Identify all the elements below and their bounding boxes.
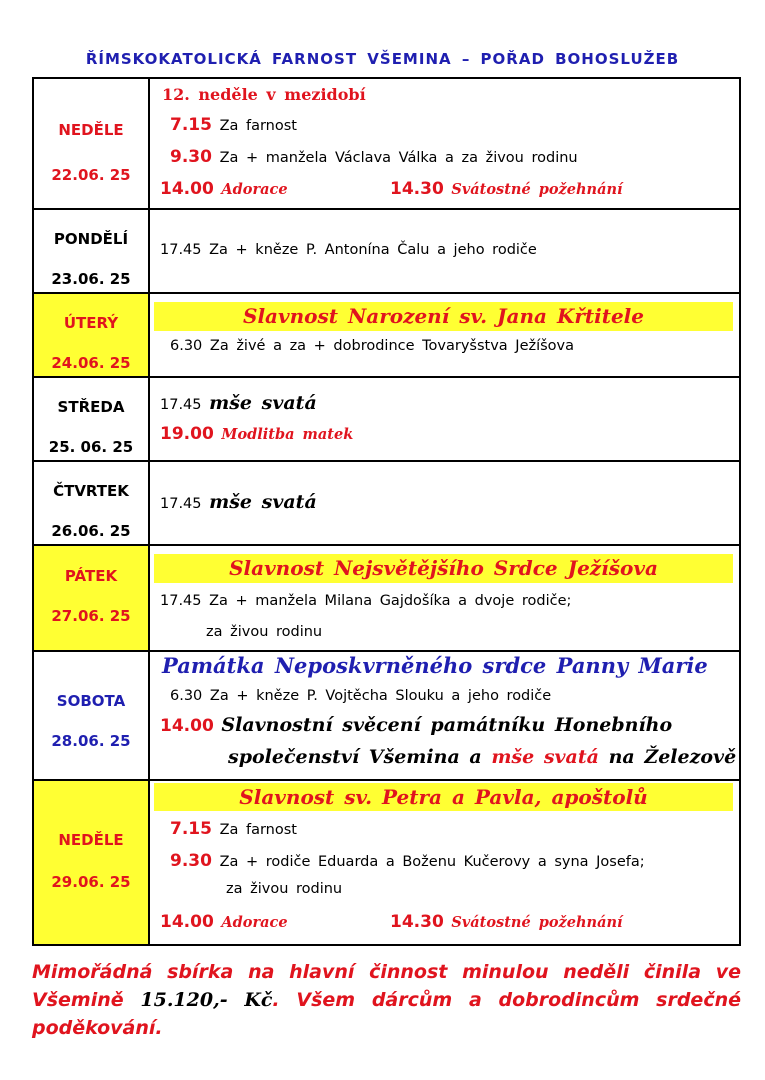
service-time: 9.30 (170, 147, 212, 167)
notice-text: Mimořádná sbírka na hlavní činnost minulou neděli činila ve Všemině (32, 961, 741, 1011)
day-cell (33, 377, 149, 461)
day-cell (33, 461, 149, 545)
service-time: 14.00 (160, 912, 214, 932)
day-name: PONDĚLÍ (53, 230, 129, 248)
service-line (170, 851, 645, 871)
day-name: NEDĚLE (58, 121, 124, 139)
service-time: 14.00 (160, 716, 214, 736)
service-line: 6.30 Za živé a za + dobrodince Tovaryšstva Ježíšova (170, 338, 575, 354)
service-line (160, 491, 317, 513)
service-text: společenství Všemina a (228, 746, 482, 768)
service-line (160, 424, 353, 444)
day-cell (33, 780, 149, 945)
row-sunday-2 (33, 780, 740, 945)
content-cell (149, 651, 740, 780)
day-date: 23.06. 25 (51, 270, 131, 288)
day-name: SOBOTA (56, 692, 126, 710)
day-date: 26.06. 25 (51, 522, 131, 540)
service-line (170, 115, 297, 135)
service-line: 17.45 Za + manžela Milana Gajdošíka a dvoje rodiče; (160, 593, 572, 609)
content-cell (149, 780, 740, 945)
row-thursday (33, 461, 740, 545)
memorial-heading: Památka Neposkvrněného srdce Panny Marie (162, 653, 708, 678)
service-line (390, 179, 623, 199)
row-sunday-1 (33, 78, 740, 209)
row-tuesday (33, 293, 740, 377)
service-time: 14.00 (160, 179, 214, 199)
service-line: za živou rodinu (226, 881, 343, 897)
service-line (170, 819, 297, 839)
day-date: 28.06. 25 (51, 732, 131, 750)
service-line: za živou rodinu (206, 624, 323, 640)
notice-text: . Všem dárcům a dobrodincům srdečné poděkování. (32, 989, 741, 1039)
row-wednesday (33, 377, 740, 461)
service-line: 6.30 Za + kněze P. Vojtěcha Slouku a jeho rodiče (170, 688, 552, 704)
day-cell (33, 209, 149, 293)
content-cell (149, 377, 740, 461)
content-cell (149, 209, 740, 293)
service-line (160, 392, 317, 414)
feast-banner: Slavnost Nejsvětějšího Srdce Ježíšova (154, 554, 733, 583)
service-text: Za + rodiče Eduarda a Boženu Kučerovy a syna Josefa; (219, 854, 645, 870)
service-text: na Železově (608, 746, 737, 768)
service-text: Slavnostní svěcení památníku Honebního (221, 714, 673, 736)
service-time: 7.15 (170, 819, 212, 839)
day-date: 27.06. 25 (51, 607, 131, 625)
row-saturday (33, 651, 740, 780)
service-text: mše svatá (209, 392, 317, 414)
service-line (170, 147, 578, 167)
service-text: Svátostné požehnání (451, 914, 623, 931)
service-line (160, 714, 672, 736)
service-line (160, 179, 288, 199)
collection-notice (32, 958, 741, 1042)
service-time: 14.30 (390, 912, 444, 932)
service-text: mše svatá (491, 746, 599, 768)
service-time: 19.00 (160, 424, 214, 444)
content-cell (149, 461, 740, 545)
day-name: NEDĚLE (58, 831, 124, 849)
service-time: 17.45 (160, 397, 202, 413)
service-text: Modlitba matek (221, 426, 354, 443)
day-name: PÁTEK (64, 567, 118, 585)
day-name: ČTVRTEK (53, 482, 129, 500)
schedule-table (32, 77, 741, 946)
day-cell (33, 545, 149, 651)
service-text: Adorace (221, 181, 288, 198)
service-time: 17.45 (160, 496, 202, 512)
day-name: ÚTERÝ (63, 314, 119, 332)
service-line (160, 912, 288, 932)
service-text: Svátostné požehnání (451, 181, 623, 198)
collection-amount: 15.120,- Kč (140, 989, 273, 1011)
content-cell (149, 293, 740, 377)
day-date: 22.06. 25 (51, 166, 131, 184)
liturgical-note: 12. neděle v mezidobí (162, 85, 366, 104)
service-text: Za farnost (219, 118, 297, 134)
service-time: 7.15 (170, 115, 212, 135)
day-date: 24.06. 25 (51, 354, 131, 372)
service-line (390, 912, 623, 932)
service-time: 14.30 (390, 179, 444, 199)
service-text: mše svatá (209, 491, 317, 513)
day-cell (33, 651, 149, 780)
day-date: 29.06. 25 (51, 873, 131, 891)
service-text: Adorace (221, 914, 288, 931)
day-date: 25. 06. 25 (48, 438, 134, 456)
feast-banner: Slavnost sv. Petra a Pavla, apoštolů (154, 783, 733, 811)
day-cell (33, 78, 149, 209)
service-time: 9.30 (170, 851, 212, 871)
service-line: 17.45 Za + kněze P. Antonína Čalu a jeho rodiče (160, 242, 537, 258)
service-text: Za + manžela Václava Válka a za živou rodinu (219, 150, 578, 166)
day-name: STŘEDA (57, 398, 125, 416)
service-line (228, 746, 736, 768)
row-friday (33, 545, 740, 651)
page-title: ŘÍMSKOKATOLICKÁ FARNOST VŠEMINA – POŘAD BOHOSLUŽEB (85, 50, 680, 68)
service-text: Za farnost (219, 822, 297, 838)
day-cell (33, 293, 149, 377)
row-monday (33, 209, 740, 293)
content-cell (149, 545, 740, 651)
feast-banner: Slavnost Narození sv. Jana Křtitele (154, 302, 733, 331)
content-cell (149, 78, 740, 209)
